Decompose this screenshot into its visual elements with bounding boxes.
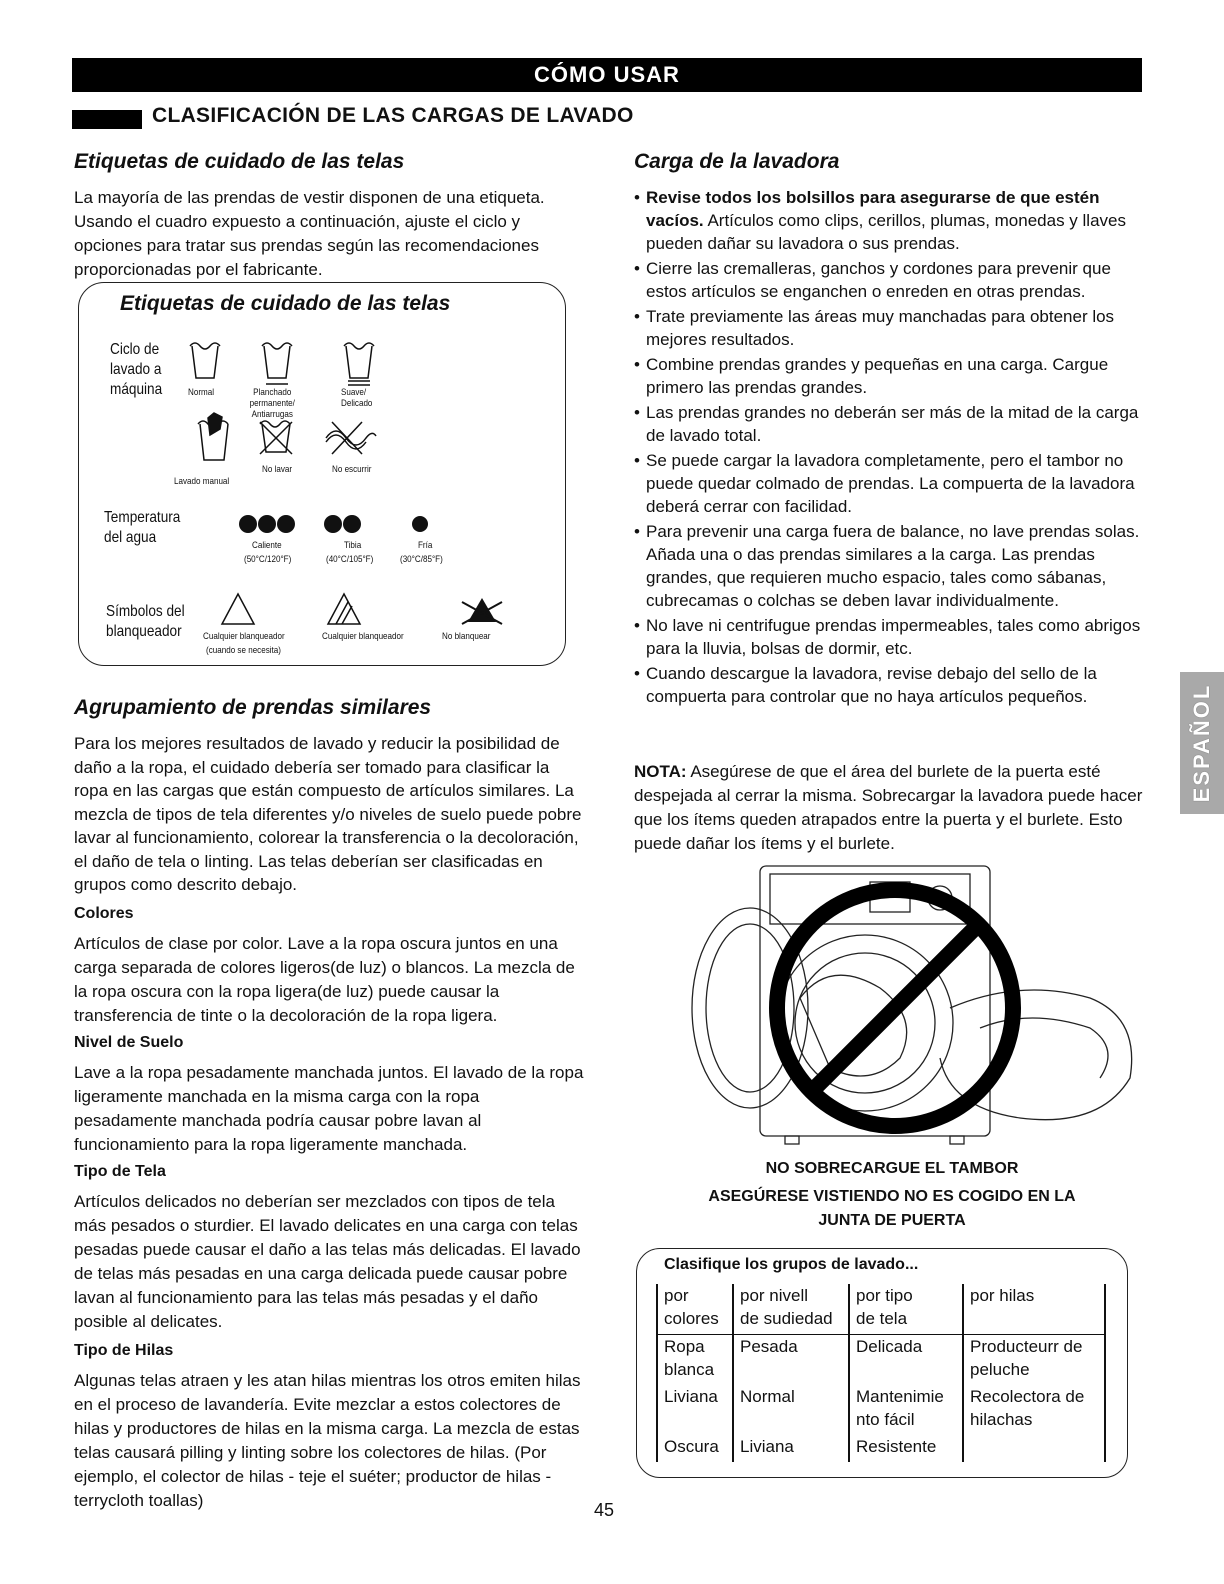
- bleach-icons: [218, 592, 508, 628]
- list-item: • No lave ni centrifugue prendas impermeables, tales como abrigos para la lluvia, bolsas de dormir, etc.: [634, 614, 1150, 660]
- note-text: NOTA: Asegúrese de que el área del burlete de la puerta esté despejada al cerrar la misma. Sobrecargar la lavadora puede hacer que los ítems queden atrapados entre la puerta y el burlete. Esto puede dañar los ítems y el burlete.: [634, 762, 1143, 853]
- temp-hot-range: (50°C/120°F): [244, 554, 292, 565]
- table-row: Ropa blanca Pesada Delicada Producteurr de peluche: [657, 1335, 1105, 1386]
- normal-label: Normal: [188, 387, 215, 398]
- hilas-heading: Tipo de Hilas: [74, 1342, 174, 1359]
- tela-text: Artículos delicados no deberían ser mezclados con tipos de tela más pesados o sturdier. El lavado delicates en una carga con telas pesadas puede causar el daño a las telas más delicadas. El lavado de telas más pesadas en una carga delicada puede causar pobre lavan al funcionamiento para las telas más pesadas y el daño posible al delicates.: [74, 1192, 581, 1331]
- overloaded-washer-illustration: [690, 858, 1160, 1148]
- temp-cold: Fría: [418, 540, 433, 551]
- list-item: • Cierre las cremalleras, ganchos y cordones para prevenir que estos artículos se enganchen o enreden en otras prendas.: [634, 257, 1150, 303]
- any-bleach-note: (cuando se necesita): [206, 645, 281, 656]
- no-bleach-icon: [462, 598, 502, 624]
- load-bullets: [634, 186, 1150, 710]
- cold-dot-icon: [412, 516, 428, 532]
- care-heading: Etiquetas de cuidado de las telas: [74, 150, 405, 173]
- delicate-label: Suave/ Delicado: [341, 387, 373, 409]
- list-item: • Para prevenir una carga fuera de balance, no lave prendas solas. Añada una o das prendas similares a la carga. Las prendas grandes, que requieren mucho espacio, tales como sábanas, cubrecamas o colchas se deben lavar individualmente.: [634, 520, 1150, 612]
- tela-heading: Tipo de Tela: [74, 1163, 166, 1180]
- grouping-intro: Para los mejores resultados de lavado y reducir la posibilidad de daño a la ropa, el cuidado debería ser tomado para clasificar la ropa en las cargas que están compuesto de artículos similares. La mezcla de tipos de tela diferentes y/o niveles de suelo puede pobre lavar al funcionamiento, colorear la transferencia o la decoloración, el daño de tela o linting. Las telas deberían ser clasificadas en grupos como descrito debajo.: [74, 734, 582, 894]
- list-item: • Combine prendas grandes y pequeñas en una carga. Cargue primero las prendas grandes.: [634, 353, 1150, 399]
- suelo-text: Lave a la ropa pesadamente manchada juntos. El lavado de la ropa ligeramente manchada en la misma carga con la ropa pesadamente manchada podría causar pobre lavan al funcionamiento para la ropa ligeramente manchada.: [74, 1063, 584, 1154]
- language-tab-label: ESPAÑOL: [1189, 683, 1214, 803]
- no-wash-label: No lavar: [262, 464, 293, 475]
- no-wring-icon: [326, 422, 376, 454]
- temp-warm-range: (40°C/105°F): [326, 554, 374, 565]
- no-bleach-label: No blanquear: [442, 631, 491, 642]
- water-temp-label: Temperatura del agua: [104, 509, 181, 546]
- care-intro: La mayoría de las prendas de vestir disponen de una etiqueta. Usando el cuadro expuesto a continuación, ajuste el ciclo y opciones para tratar sus prendas según las recomendaciones proporcionadas por el fabricante.: [74, 188, 545, 279]
- temperature-dots: [238, 512, 438, 536]
- caption-no-overload: NO SOBRECARGUE EL TAMBOR: [765, 1160, 1019, 1177]
- warm-dots-icon: [324, 515, 361, 533]
- machine-wash-label: Ciclo de lavado a máquina: [110, 341, 163, 398]
- tub-normal-icon: [190, 343, 220, 378]
- wash-tub-icons: [186, 338, 386, 386]
- list-item: • Se puede cargar la lavadora completamente, pero el tambor no puede quedar colmado de prendas. La compuerta de la lavadora deberá cerrar con facilidad.: [634, 449, 1150, 518]
- non-chlorine-bleach-icon: [328, 594, 360, 624]
- table-row: Liviana Normal Mantenimie nto fácil Recolectora de hilachas: [657, 1385, 1105, 1435]
- colores-heading: Colores: [74, 905, 134, 922]
- non-chlorine-bleach-label: Cualquier blanqueador: [322, 631, 404, 642]
- caption-door-seal-2: JUNTA DE PUERTA: [818, 1212, 966, 1229]
- caption-door-seal-1: ASEGÚRESE VISTIENDO NO ES COGIDO EN LA: [708, 1188, 1076, 1205]
- sort-groups-table: [656, 1284, 1106, 1462]
- temp-warm: Tibia: [344, 540, 362, 551]
- hilas-text: Algunas telas atraen y les atan hilas mientras los otros emiten hilas en el proceso de lavandería. Evite mezclar a estos colectores de hilas y productores de hilas en la misma carga. La mezcla de estas telas causará pilling y linting sobre los colectores de hilas. (Por ejemplo, el colector de hilas - teje el suéter; productor de hilas - terrycloth toallas): [74, 1371, 581, 1510]
- hot-dots-icon: [239, 515, 295, 533]
- list-item: • Revise todos los bolsillos para asegurarse de que estén vacíos. Artículos como clips, cerillos, plumas, monedas y llaves pueden dañar su lavadora o sus prendas.: [634, 186, 1150, 255]
- temp-cold-range: (30°C/85°F): [400, 554, 443, 565]
- no-wring-label: No escurrir: [332, 464, 372, 475]
- no-wash-icon: [260, 421, 292, 454]
- any-bleach-icon: [222, 594, 254, 624]
- suelo-heading: Nivel de Suelo: [74, 1034, 184, 1051]
- load-heading: Carga de la lavadora: [634, 150, 840, 173]
- care-box-title: Etiquetas de cuidado de las telas: [120, 292, 451, 315]
- hand-wash-icon: [198, 413, 228, 460]
- sort-groups-title: Clasifique los grupos de lavado...: [664, 1256, 919, 1273]
- bleach-symbols-label: Símbolos del blanqueador: [106, 603, 185, 640]
- permanent-press-label: Planchado permanente/ Antiarrugas: [249, 387, 295, 420]
- grouping-heading: Agrupamiento de prendas similares: [74, 696, 432, 719]
- table-row: por colores por nivell de sudiedad por tipo de tela por hilas: [657, 1284, 1105, 1335]
- any-bleach-label: Cualquier blanqueador: [203, 631, 285, 642]
- hand-wash-icons: [196, 412, 386, 470]
- colores-text: Artículos de clase por color. Lave a la ropa oscura juntos en una carga separada de colores ligeros(de luz) o blancos. La mezcla de la ropa oscura con la ropa ligera(de luz) puede causar la transferencia de tinte o la decoloración de la ropa ligera.: [74, 934, 575, 1025]
- page-number: 45: [594, 1500, 615, 1520]
- language-side-tab: [1180, 672, 1224, 814]
- list-item: • Las prendas grandes no deberán ser más de la mitad de la carga de lavado total.: [634, 401, 1150, 447]
- table-row: Oscura Liviana Resistente: [657, 1435, 1105, 1462]
- page-header: CÓMO USAR: [72, 58, 1142, 92]
- tub-delicate-icon: [344, 343, 374, 385]
- list-item: • Trate previamente las áreas muy manchadas para obtener los mejores resultados.: [634, 305, 1150, 351]
- temp-hot: Caliente: [252, 540, 282, 551]
- tub-permanent-press-icon: [262, 343, 292, 384]
- hand-wash-label: Lavado manual: [174, 476, 230, 487]
- section-title: CLASIFICACIÓN DE LAS CARGAS DE LAVADO: [152, 104, 634, 127]
- prohibition-icon: [777, 890, 1013, 1126]
- list-item: • Cuando descargue la lavadora, revise debajo del sello de la compuerta para controlar que no haya artículos pequeños.: [634, 662, 1150, 708]
- section-marker: [72, 110, 142, 129]
